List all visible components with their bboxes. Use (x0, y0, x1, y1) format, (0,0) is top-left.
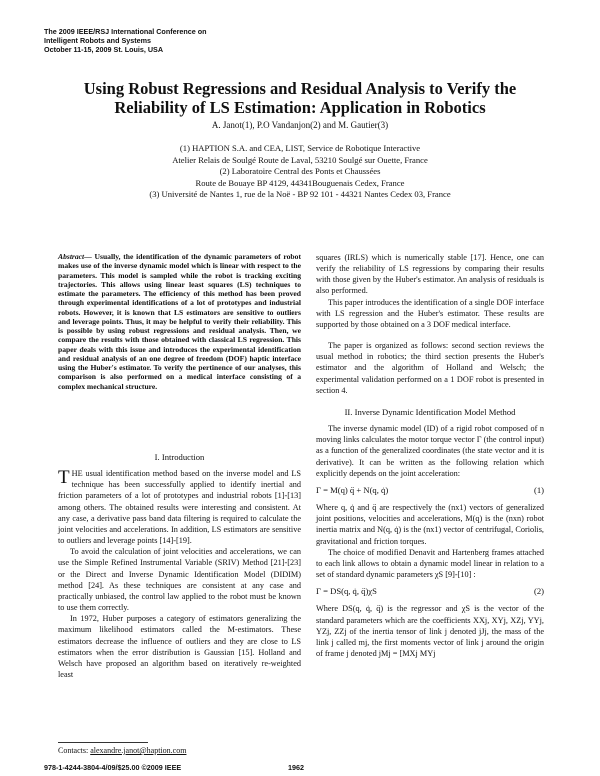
section-inverse-dynamic (316, 407, 544, 659)
equation-body: Γ = DS(q, q̇, q̈)χS (316, 586, 377, 597)
section-heading: I. Introduction (154, 452, 205, 462)
footer-page-number: 1962 (288, 763, 304, 772)
paper-title (60, 79, 540, 117)
equation-1 (316, 485, 544, 496)
abstract-text: — Usually, the identification of the dynamic parameters of robot makes use of the inverse dynamic model which is linear with respect to the parameters. This model is sampled while the robot is tracking exciting trajectories. This allows using linear least squares (LS) techniques to estimate the parameters. The efficiency of this method has been proved through experimental identifications of a lot of prototypes and industrial robots. However, it is known that LS estimators are sensitive to outliers and leverage points. Thus, it may be helpful to verify their reliability. This is possible by using robust regressions and residual analysis. Then, we compare the results with those obtained with classical LS regression. This paper deals with this issue and introduces the experimental identification and residual analysis of an one degree of freedom (DOF) haptic interface using the Huber's estimator. To verify the pertinence of our analyses, this comparison is also performed on a medical interface consisting of a complex mechanical structure. (58, 252, 301, 391)
conference-line-3: October 11-15, 2009 St. Louis, USA (44, 45, 164, 54)
paragraph: To avoid the calculation of joint velocities and accelerations, we can use the Simple Refined Instrumental Variable (SRIV) Method [21]-[23] or the Direct and Inverse Dynamic Identification Model (DIDIM) method [24]. As these techniques are consistent at any case and practically unbiased, the control law applied to the robot must be known to use them correctly. (58, 547, 301, 613)
equation-body: Γ = M(q) q̈ + N(q, q̇) (316, 484, 389, 495)
paragraph: The paper is organized as follows: second section reviews the usual method in robotics; the third section presents the Huber's estimator and the algorithm of Holland and Welsch; the experimental validation performed on a 1 DOF robot is presented in section 4. (316, 341, 544, 395)
affiliations (0, 143, 600, 201)
conference-header (44, 27, 207, 54)
abstract-label: Abstract (58, 252, 85, 261)
affiliation-line: Atelier Relais de Soulgé Route de Laval, 53210 Soulgé sur Ouette, France (172, 154, 428, 165)
paragraph: In 1972, Huber purposes a category of estimators generalizing the maximum likelihood estimators called the M-estimators. These estimators decrease the influence of outliers and they are close to LS estimators when the error distribution is Gaussian [15]. Holland and Welsch have proposed an algorithm based on iteratively re-weighted least (58, 614, 301, 679)
section-introduction (58, 452, 301, 680)
equation-2 (316, 586, 544, 597)
paragraph: THE usual identification method based on the inverse model and LS technique has been successfully applied to identify inertial and friction parameters of a lot of prototypes and industrial robots [1]-[13] among others. The obtained results were interesting and consistent. At any case, a derivative pass band data filtering is required to calculate the joint velocities and accelerations. In addition, LS estimators are sensitive to outliers and leverage points [14]-[19]. (58, 467, 301, 546)
conference-line-1: The 2009 IEEE/RSJ International Conference on (44, 27, 207, 36)
paragraph: Where q, q̇ and q̈ are respectively the (nx1) vectors of generalized joint positions, velocities and accelerations, M(q) is the (nxn) robot inertia matrix and N(q, q̇) is the (nx1) vector of centrifugal, Coriolis, gravitational and friction torques. (316, 503, 544, 546)
paragraph: squares (IRLS) which is numerically stable [17]. Hence, one can verify the reliability of LS regressions by comparing their results with those given by the Huber's estimator. An analysis of residuals is also performed. (316, 253, 544, 296)
drop-cap: T (58, 467, 70, 489)
affiliation-line: (3) Université de Nantes 1, rue de la Noë - BP 92 101 - 44321 Nantes Cedex 03, France (149, 189, 451, 199)
equation-number: (2) (533, 586, 544, 597)
contact-email-link[interactable]: alexandre.janot@haption.com (90, 746, 187, 755)
authors: A. Janot(1), P.O Vandanjon(2) and M. Gautier(3) (211, 120, 389, 130)
paragraph: Where DS(q, q̇, q̈) is the regressor and χS is the vector of the standard parameters which are the coefficients XXj, XYj, XZj, YYj, YZj, ZZj of the inertia tensor of link j denoted jJj, the mass of the link j called mj, the first moments vector of link j around the origin of frame j denoted jMj = [MXj MYj (316, 604, 544, 658)
section-heading: II. Inverse Dynamic Identification Model Method (344, 407, 516, 417)
affiliation-line: (2) Laboratoire Central des Ponts et Chaussées (219, 166, 381, 176)
paragraph: The inverse dynamic model (ID) of a rigid robot composed of n moving links calculates the motor torque vector Γ (the control input) as a function of the generalized coordinates (the state vector and it is derivative). It can be written as the following relation which explicitly depends on the joint acceleration: (316, 424, 544, 478)
right-column-intro (316, 252, 544, 396)
paragraph: This paper introduces the identification of a single DOF interface with LS regression and the Huber's estimator. These results are supported by those obtained on a 3 DOF medical interface. (316, 297, 544, 329)
equation-number: (1) (533, 484, 544, 495)
conference-line-2: Intelligent Robots and Systems (44, 36, 152, 45)
contact-label: Contacts: (58, 746, 89, 755)
paragraph: The choice of modified Denavit and Hartenberg frames attached to each link allows to obtain a dynamic model linear in relation to a set of standard dynamic parameters χS [9]-[10] : (316, 547, 544, 580)
abstract (58, 252, 301, 391)
footer-isbn: 978-1-4244-3804-4/09/$25.00 ©2009 IEEE (44, 763, 182, 772)
footnote-divider (58, 742, 148, 743)
title-line-2: Reliability of LS Estimation: Application in Robotics (114, 98, 486, 117)
contact-footnote (58, 746, 186, 755)
affiliation-line: (1) HAPTION S.A. and CEA, LIST, Service de Robotique Interactive (179, 143, 421, 153)
affiliation-line: Route de Bouaye BP 4129, 44341Bouguenais Cedex, France (195, 177, 405, 188)
title-line-1: Using Robust Regressions and Residual Analysis to Verify the (83, 79, 517, 98)
